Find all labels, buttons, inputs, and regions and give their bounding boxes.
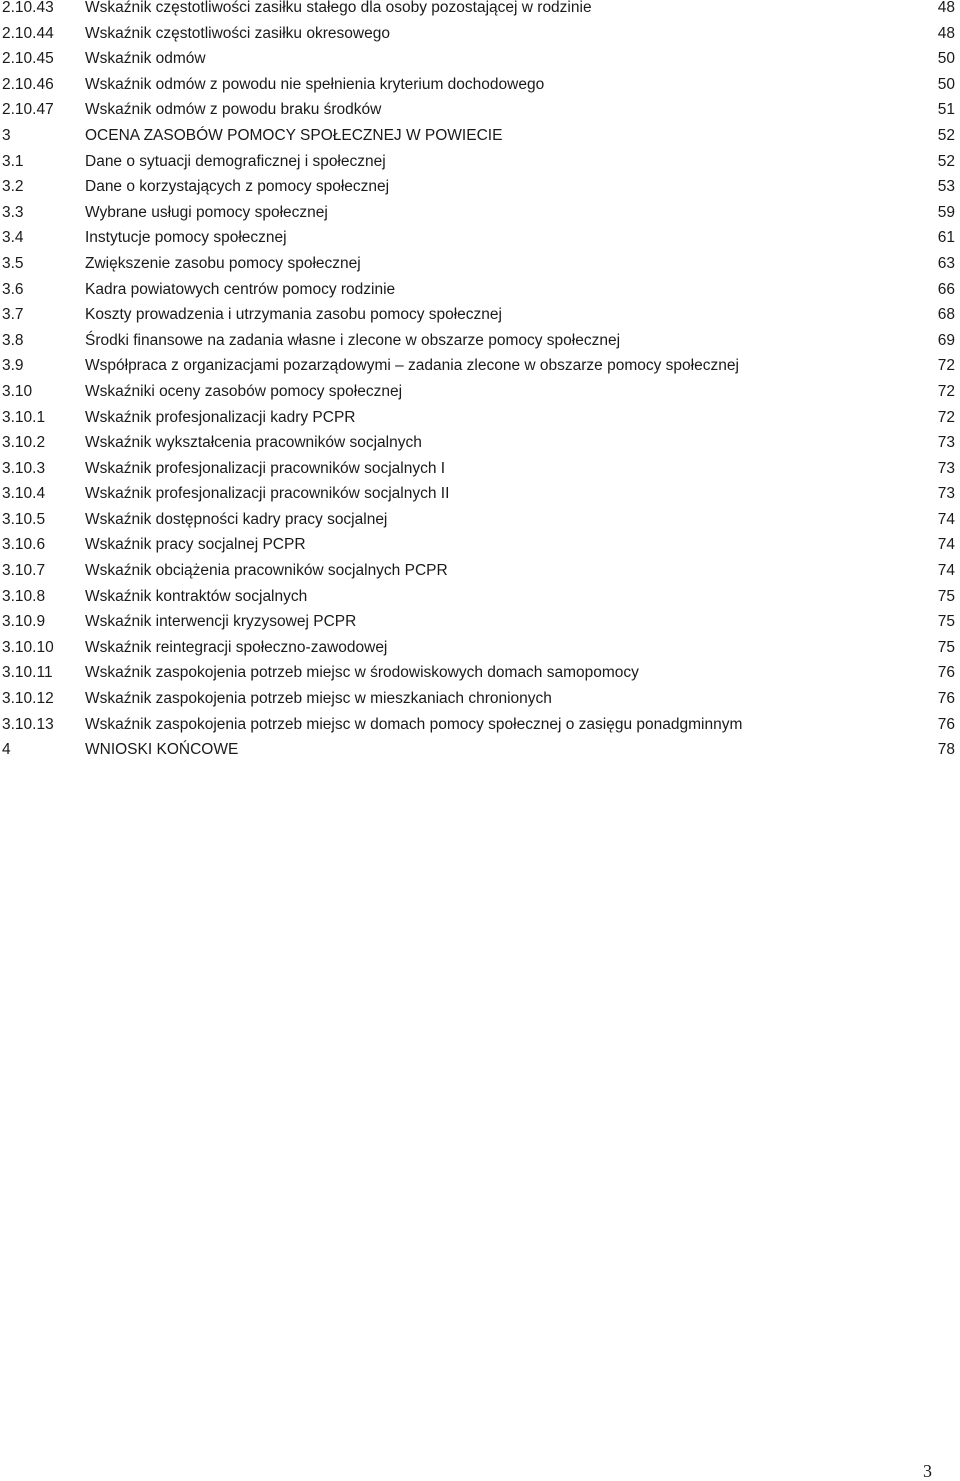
toc-entry-number: 3.10.9 bbox=[2, 613, 46, 631]
toc-entry bbox=[0, 640, 960, 666]
toc-entry-page: 66 bbox=[937, 280, 955, 298]
toc-entry-page: 74 bbox=[937, 536, 955, 554]
toc-entry-number: 3.10.13 bbox=[2, 715, 54, 733]
toc-entry-page: 48 bbox=[937, 0, 955, 16]
toc-entry-number: 4 bbox=[2, 741, 11, 759]
toc-entry-page: 76 bbox=[937, 664, 955, 682]
toc-entry-title: Kadra powiatowych centrów pomocy rodzinie bbox=[85, 280, 396, 298]
toc-entry bbox=[0, 230, 960, 256]
toc-entry-title: Wskaźnik interwencji kryzysowej PCPR bbox=[85, 613, 357, 631]
toc-entry-title: Środki finansowe na zadania własne i zlecone w obszarze pomocy społecznej bbox=[85, 331, 621, 349]
toc-entry-number: 2.10.43 bbox=[2, 0, 54, 16]
toc-entry bbox=[0, 665, 960, 691]
toc-entry bbox=[0, 256, 960, 282]
toc-entry bbox=[0, 154, 960, 180]
toc-entry-title: Wskaźnik pracy socjalnej PCPR bbox=[85, 536, 306, 554]
toc-entry bbox=[0, 589, 960, 615]
toc-entry-title: Wybrane usługi pomocy społecznej bbox=[85, 203, 328, 221]
toc-entry-number: 3.5 bbox=[2, 254, 24, 272]
toc-entry-number: 2.10.47 bbox=[2, 101, 54, 119]
toc-entry bbox=[0, 333, 960, 359]
toc-entry-number: 3.4 bbox=[2, 229, 24, 247]
toc-entry-title: Wskaźnik odmów z powodu braku środków bbox=[85, 101, 382, 119]
toc-entry-page: 74 bbox=[937, 562, 955, 580]
toc-entry bbox=[0, 128, 960, 154]
toc-entry-number: 3.10.2 bbox=[2, 434, 46, 452]
toc-entry-title: Wskaźnik zaspokojenia potrzeb miejsc w domach pomocy społecznej o zasięgu ponadgminnym bbox=[85, 715, 743, 733]
toc-entry-title: Wskaźnik wykształcenia pracowników socjalnych bbox=[85, 434, 422, 452]
toc-entry-title: Dane o korzystających z pomocy społecznej bbox=[85, 178, 390, 196]
toc-entry bbox=[0, 77, 960, 103]
toc-entry-number: 3.1 bbox=[2, 152, 24, 170]
toc-entry-number: 3.10.5 bbox=[2, 510, 46, 528]
toc-entry-title: Wskaźniki oceny zasobów pomocy społecznej bbox=[85, 382, 403, 400]
toc-entry-number: 2.10.45 bbox=[2, 50, 54, 68]
toc-entry-title: Wskaźnik częstotliwości zasiłku okresowego bbox=[85, 24, 390, 42]
toc-entry-title: Wskaźnik profesjonalizacji pracowników socjalnych I bbox=[85, 459, 446, 477]
toc-entry-page: 75 bbox=[937, 638, 955, 656]
toc-entry bbox=[0, 26, 960, 52]
toc-entry-page: 69 bbox=[937, 331, 955, 349]
toc-entry bbox=[0, 410, 960, 436]
toc-entry bbox=[0, 691, 960, 717]
toc-entry-title: WNIOSKI KOŃCOWE bbox=[85, 741, 239, 759]
toc-entry-number: 3.9 bbox=[2, 357, 24, 375]
toc-entry-page: 59 bbox=[937, 203, 955, 221]
toc-entry-number: 3.10.11 bbox=[2, 664, 53, 682]
toc-entry bbox=[0, 742, 960, 768]
toc-entry-number: 3.10.6 bbox=[2, 536, 46, 554]
toc-entry bbox=[0, 102, 960, 128]
toc-entry-page: 53 bbox=[937, 178, 955, 196]
toc-entry-number: 3.10.7 bbox=[2, 562, 46, 580]
toc-entry-title: Wskaźnik zaspokojenia potrzeb miejsc w środowiskowych domach samopomocy bbox=[85, 664, 639, 682]
toc-entry-number: 2.10.46 bbox=[2, 75, 54, 93]
toc-entry-page: 50 bbox=[937, 50, 955, 68]
toc-entry-page: 48 bbox=[937, 24, 955, 42]
toc-entry-title: Dane o sytuacji demograficznej i społecznej bbox=[85, 152, 386, 170]
toc-entry-page: 52 bbox=[937, 126, 955, 144]
toc-entry bbox=[0, 537, 960, 563]
toc-entry-title: Wskaźnik reintegracji społeczno-zawodowej bbox=[85, 638, 388, 656]
toc-entry bbox=[0, 486, 960, 512]
toc-entry-page: 76 bbox=[937, 690, 955, 708]
toc-entry-page: 72 bbox=[937, 382, 955, 400]
toc-entry-number: 3.10.4 bbox=[2, 485, 46, 503]
toc-entry-page: 75 bbox=[937, 587, 955, 605]
toc-entry bbox=[0, 461, 960, 487]
toc-entry-page: 72 bbox=[937, 408, 955, 426]
toc-entry-number: 3.3 bbox=[2, 203, 24, 221]
toc-entry-title: Instytucje pomocy społecznej bbox=[85, 229, 287, 247]
toc-entry-title: Wskaźnik odmów bbox=[85, 50, 206, 68]
toc-entry-number: 3.10.10 bbox=[2, 638, 54, 656]
toc-entry-number: 3.6 bbox=[2, 280, 24, 298]
toc-entry-title: Wskaźnik dostępności kadry pracy socjalnej bbox=[85, 510, 388, 528]
toc-entry bbox=[0, 307, 960, 333]
toc-entry bbox=[0, 205, 960, 231]
toc-entry-number: 3.7 bbox=[2, 306, 24, 324]
toc-entry-title: Wskaźnik zaspokojenia potrzeb miejsc w mieszkaniach chronionych bbox=[85, 690, 552, 708]
toc-entry bbox=[0, 282, 960, 308]
toc-entry-page: 51 bbox=[937, 101, 955, 119]
toc-entry bbox=[0, 358, 960, 384]
toc-entry-page: 73 bbox=[937, 434, 955, 452]
toc-entry bbox=[0, 614, 960, 640]
toc-entry bbox=[0, 563, 960, 589]
toc-entry bbox=[0, 179, 960, 205]
toc-entry-page: 78 bbox=[937, 741, 955, 759]
toc-entry-title: Zwiększenie zasobu pomocy społecznej bbox=[85, 254, 361, 272]
toc-entry-page: 76 bbox=[937, 715, 955, 733]
toc-entry-title: Wskaźnik obciążenia pracowników socjalnych PCPR bbox=[85, 562, 448, 580]
toc-entry-number: 3 bbox=[2, 126, 11, 144]
toc-entry-title: OCENA ZASOBÓW POMOCY SPOŁECZNEJ W POWIECIE bbox=[85, 126, 503, 144]
toc-entry bbox=[0, 435, 960, 461]
toc-entry-title: Wskaźnik odmów z powodu nie spełnienia kryterium dochodowego bbox=[85, 75, 545, 93]
toc-entry-title: Wskaźnik częstotliwości zasiłku stałego dla osoby pozostającej w rodzinie bbox=[85, 0, 592, 16]
toc-entry-page: 72 bbox=[937, 357, 955, 375]
page-number: 3 bbox=[923, 1461, 932, 1481]
toc-entry bbox=[0, 51, 960, 77]
toc-entry-number: 3.10.8 bbox=[2, 587, 46, 605]
toc-entry-page: 73 bbox=[937, 459, 955, 477]
toc-entry-page: 74 bbox=[937, 510, 955, 528]
toc-entry-page: 52 bbox=[937, 152, 955, 170]
toc-entry-title: Wskaźnik kontraktów socjalnych bbox=[85, 587, 308, 605]
toc-entry-number: 3.10.1 bbox=[2, 408, 46, 426]
toc-entry-page: 50 bbox=[937, 75, 955, 93]
toc-entry-title: Wskaźnik profesjonalizacji kadry PCPR bbox=[85, 408, 356, 426]
toc-entry-page: 73 bbox=[937, 485, 955, 503]
toc-entry-number: 3.8 bbox=[2, 331, 24, 349]
toc-entry-title: Koszty prowadzenia i utrzymania zasobu pomocy społecznej bbox=[85, 306, 502, 324]
toc-entry-number: 3.10 bbox=[2, 382, 33, 400]
toc-entry-number: 2.10.44 bbox=[2, 24, 54, 42]
toc-entry bbox=[0, 0, 960, 26]
toc-entry-page: 63 bbox=[937, 254, 955, 272]
toc-entry-title: Współpraca z organizacjami pozarządowymi – zadania zlecone w obszarze pomocy społecznej bbox=[85, 357, 739, 375]
toc-entry-number: 3.10.3 bbox=[2, 459, 46, 477]
toc-entry-title: Wskaźnik profesjonalizacji pracowników socjalnych II bbox=[85, 485, 450, 503]
toc-entry-number: 3.2 bbox=[2, 178, 24, 196]
toc-entry-number: 3.10.12 bbox=[2, 690, 54, 708]
toc-entry-page: 61 bbox=[937, 229, 955, 247]
toc-entry-page: 68 bbox=[937, 306, 955, 324]
toc-entry bbox=[0, 717, 960, 743]
toc-entry-page: 75 bbox=[937, 613, 955, 631]
toc-entry bbox=[0, 384, 960, 410]
toc-entry bbox=[0, 512, 960, 538]
